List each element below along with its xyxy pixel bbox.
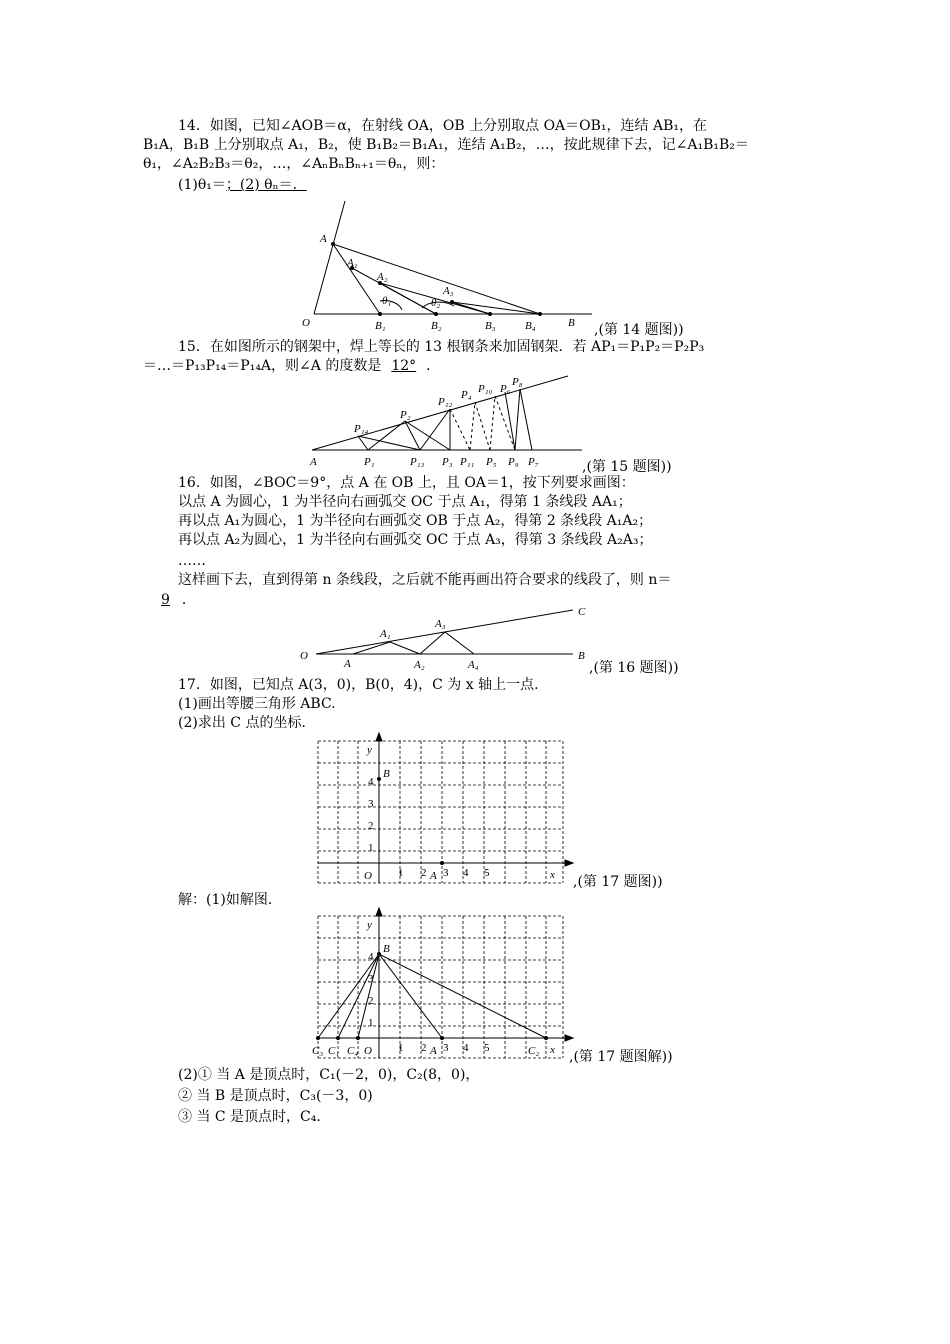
seg-b-c2 — [379, 954, 546, 1038]
x-arrow-icon — [565, 860, 573, 866]
label-o: O — [364, 870, 372, 882]
seg-a3b4 — [452, 302, 540, 314]
tick-y2: 2 — [368, 820, 374, 832]
p16-figure — [298, 604, 598, 674]
p17-solution-1: (2)① 当 A 是顶点时，C₁(－2，0)，C₂(8，0)， — [178, 1067, 480, 1083]
label-x-2: x — [550, 1044, 555, 1056]
p16-line7 — [143, 591, 196, 609]
label-o-2: O — [364, 1045, 372, 1057]
label-c4: C₄ — [347, 1045, 359, 1057]
label-y: y — [367, 744, 372, 756]
label-p1: P₁ — [364, 456, 375, 468]
p16-answer: 9 — [161, 592, 170, 608]
tick-y1: 1 — [368, 842, 374, 854]
p14-q1-label: (1)θ₁＝ — [178, 177, 226, 193]
label-p10: P₁₀ — [478, 383, 493, 395]
label-p11: P₁₁ — [460, 456, 475, 468]
seg-p6-p9 — [505, 392, 515, 450]
p15-line1: 15．在如图所示的钢架中，焊上等长的 13 根钢条来加固钢架．若 AP₁＝P₁P₂＝P₂P₃ — [178, 339, 705, 355]
seg-a3b3 — [452, 302, 490, 314]
label-a-2: A — [430, 1045, 437, 1057]
label-b: B — [568, 317, 575, 329]
p14-line1: 14．如图，已知∠AOB＝α，在射线 OA，OB 上分别取点 OA＝OB₁，连结 AB₁，在 — [178, 118, 708, 134]
label-a4: A₄ — [468, 659, 479, 671]
label-o: O — [302, 317, 310, 329]
label-p3: P₃ — [442, 456, 453, 468]
p16-caption: ,(第 16 题图)) — [589, 660, 679, 676]
point-c3 — [316, 1036, 320, 1040]
label-p2: P₂ — [400, 409, 411, 421]
label-p8: P₈ — [512, 376, 523, 388]
tick-y3: 3 — [368, 798, 374, 810]
seg-p8-p7 — [520, 389, 532, 450]
label-theta1: θ₁ — [382, 295, 392, 307]
point-c4 — [356, 1036, 360, 1040]
tick-x3-2: 3 — [443, 1042, 449, 1054]
point-a — [440, 861, 444, 865]
label-theta2: θ₂ — [431, 297, 441, 309]
tick-x2: 2 — [421, 867, 427, 879]
label-a2: A₂ — [414, 659, 425, 671]
label-a2: A₂ — [377, 271, 388, 283]
p16-line7-end: ． — [181, 592, 196, 608]
seg-p13-p12 — [420, 409, 450, 450]
label-c2: C₂ — [528, 1045, 540, 1057]
tick-x5: 5 — [484, 867, 490, 879]
tick-x4-2: 4 — [463, 1042, 469, 1054]
point-b3 — [488, 312, 492, 316]
p17-solution-2: ② 当 B 是顶点时，C₃(－3，0) — [178, 1088, 373, 1104]
point-b4 — [538, 312, 542, 316]
label-x: x — [550, 869, 555, 881]
point-a3 — [450, 300, 454, 304]
label-b: B — [383, 768, 390, 780]
tick-y1-2: 1 — [368, 1017, 374, 1029]
label-a3: A₃ — [443, 285, 454, 297]
label-p13: P₁₃ — [410, 456, 425, 468]
p17-caption2: ,(第 17 题图解)) — [569, 1049, 673, 1065]
point-b2 — [434, 312, 438, 316]
p16-line2: 以点 A 为圆心，1 为半径向右画弧交 OC 于点 A₁，得第 1 条线段 AA₁； — [178, 494, 632, 510]
seg-b-a — [379, 954, 442, 1038]
p17-line3: (2)求出 C 点的坐标． — [178, 715, 316, 731]
label-c: C — [578, 606, 586, 618]
p17-grid — [318, 733, 578, 888]
label-b2: B₂ — [431, 320, 442, 332]
point-c2 — [544, 1036, 548, 1040]
label-a3: A₃ — [435, 618, 446, 630]
p17-line2: (1)画出等腰三角形 ABC. — [178, 696, 336, 712]
p14-figure — [300, 198, 600, 338]
p16-line6: 这样画下去，直到得第 n 条线段，之后就不能再画出符合要求的线段了，则 n＝ — [178, 572, 672, 588]
label-b1: B₁ — [375, 320, 386, 332]
y-arrow-icon — [376, 733, 382, 741]
label-c1: C₁ — [328, 1045, 340, 1057]
label-p5: P₅ — [486, 456, 497, 468]
label-p7: P₇ — [528, 456, 539, 468]
p15-caption: ,(第 15 题图)) — [582, 459, 672, 475]
p16-line1: 16．如图，∠BOC＝9°，点 A 在 OB 上，且 OA＝1，按下列要求画图： — [178, 475, 635, 491]
label-a: A — [344, 658, 351, 670]
point-b1 — [378, 312, 382, 316]
p15-figure — [310, 372, 590, 472]
label-p14: P₁₄ — [354, 423, 369, 435]
label-p9: P₉ — [508, 456, 519, 468]
label-b3: B₃ — [485, 320, 496, 332]
p14-line4 — [178, 176, 307, 194]
tick-y4-2: 4 — [368, 951, 374, 963]
p15-line2-end: ． — [426, 358, 441, 374]
p17-solution-intro: 解：(1)如解图． — [178, 892, 282, 908]
point-c1 — [336, 1036, 340, 1040]
x-arrow-icon-2 — [565, 1035, 573, 1041]
label-a1: A₁ — [347, 257, 358, 269]
seg-a3-a4 — [445, 632, 474, 654]
seg-a1-a2 — [390, 642, 420, 654]
p14-line3: θ₁，∠A₂B₂B₃＝θ₂，…，∠AₙBₙBₙ₊₁＝θₙ，则： — [143, 156, 445, 172]
label-b: B — [578, 650, 585, 662]
label-c3: C₃ — [312, 1045, 324, 1057]
p16-line5: …… — [178, 553, 206, 569]
label-p12: P₁₂ — [438, 396, 453, 408]
seg-a-a1 — [353, 642, 390, 654]
tick-y2-2: 2 — [368, 995, 374, 1007]
point-a-2 — [440, 1036, 444, 1040]
p14-q2-label: ；(2) θₙ＝ — [225, 177, 293, 193]
label-o: O — [300, 650, 308, 662]
p14-end: ． — [292, 177, 307, 193]
tick-x5-2: 5 — [484, 1042, 490, 1054]
tick-y4: 4 — [368, 776, 374, 788]
label-a: A — [430, 870, 437, 882]
point-b-2 — [377, 952, 381, 956]
tick-x3: 3 — [443, 867, 449, 879]
label-b-2: B — [383, 943, 390, 955]
p16-line4: 再以点 A₂为圆心，1 为半径向右画弧交 OC 于点 A₃，得第 3 条线段 A₂A₃； — [178, 532, 653, 548]
tick-x4: 4 — [463, 867, 469, 879]
p14-line2: B₁A，B₁B 上分别取点 A₁，B₂，使 B₁B₂＝B₁A₁，连结 A₁B₂，…，按此规律下去，记∠A₁B₁B₂＝ — [143, 137, 749, 153]
label-b4: B₄ — [525, 320, 536, 332]
p17-solution-grid — [312, 908, 578, 1063]
label-a: A — [310, 456, 317, 468]
seg-p8-p9 — [515, 389, 520, 450]
p17-line1: 17．如图，已知点 A(3，0)，B(0，4)，C 为 x 轴上一点． — [178, 677, 549, 693]
p14-caption: ,(第 14 题图)) — [594, 322, 684, 338]
label-a1: A₁ — [380, 628, 391, 640]
point-b — [377, 777, 381, 781]
label-p4: P₄ — [461, 389, 472, 401]
p15-answer: 12° — [391, 358, 417, 374]
tick-x1: 1 — [398, 867, 404, 879]
ray-oa — [314, 201, 345, 314]
p17-solution-3: ③ 当 C 是顶点时，C₄. — [178, 1109, 321, 1125]
label-p6: P₆ — [500, 383, 511, 395]
p17-caption1: ,(第 17 题图)) — [573, 874, 663, 890]
label-y-2: y — [367, 919, 372, 931]
point-a — [331, 242, 335, 246]
label-a: A — [320, 233, 327, 245]
tick-y3-2: 3 — [368, 973, 374, 985]
y-arrow-icon-2 — [376, 908, 382, 916]
p16-line3: 再以点 A₁为圆心，1 为半径向右画弧交 OB 于点 A₂，得第 2 条线段 A₁A₂； — [178, 513, 653, 529]
p15-line2-text: ＝…＝P₁₃P₁₄＝P₁₄A，则∠A 的度数是 — [143, 358, 382, 374]
tick-x2-2: 2 — [421, 1042, 427, 1054]
tick-x1-2: 1 — [398, 1042, 404, 1054]
